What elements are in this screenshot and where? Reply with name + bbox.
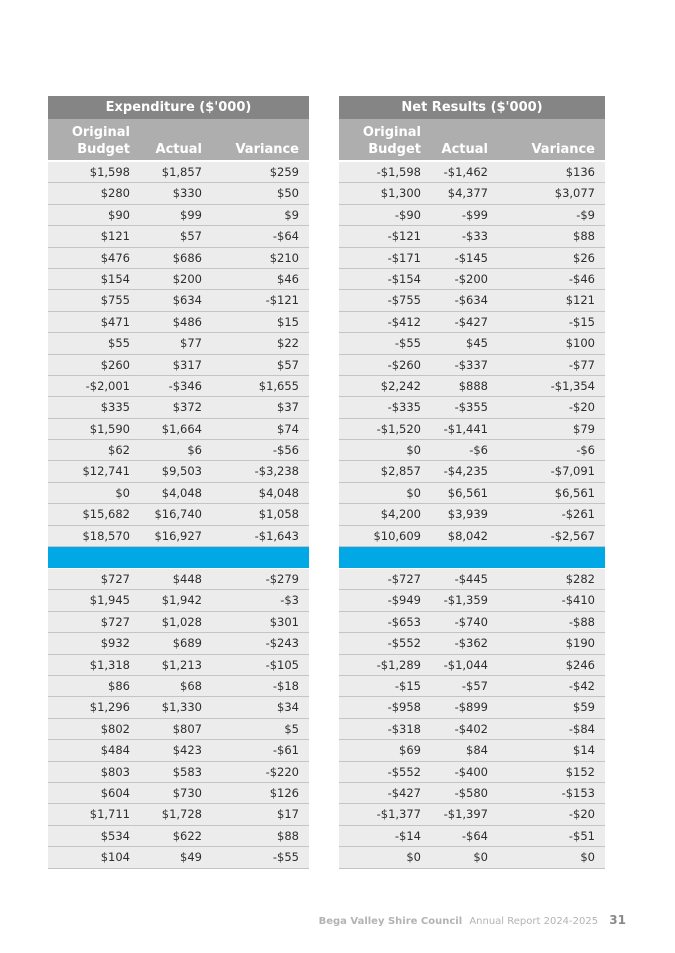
cell-variance: -$42	[568, 678, 595, 693]
cell-actual: -$4,235	[443, 464, 488, 479]
table-row	[339, 226, 605, 247]
cell-variance: -$121	[265, 293, 299, 308]
cell-variance: $4,048	[258, 485, 299, 500]
cell-actual: $4,048	[161, 485, 202, 500]
cell-variance: -$15	[568, 314, 595, 329]
cell-actual: -$145	[454, 250, 488, 265]
cell-actual: $448	[172, 572, 202, 587]
cell-actual: $0	[473, 850, 488, 865]
table-row	[48, 569, 309, 590]
cell-variance: $88	[277, 828, 299, 843]
cell-actual: $16,740	[154, 507, 202, 522]
table-row	[339, 355, 605, 376]
table-row	[48, 783, 309, 804]
cell-variance: -$55	[272, 850, 299, 865]
cell-original-budget: $0	[406, 443, 421, 458]
cell-variance: $136	[565, 165, 595, 179]
cell-original-budget: -$121	[387, 229, 421, 244]
table-row	[48, 504, 309, 525]
cell-variance: -$18	[272, 678, 299, 693]
table-row	[339, 290, 605, 311]
cell-original-budget: $0	[406, 850, 421, 865]
cell-actual: -$1,044	[443, 657, 488, 672]
table-row	[339, 312, 605, 333]
cell-actual: $689	[172, 636, 202, 651]
cell-variance: -$279	[265, 572, 299, 587]
table-row	[48, 719, 309, 740]
cell-variance: $57	[277, 357, 299, 372]
cell-variance: $5	[284, 721, 299, 736]
cell-actual: $16,927	[154, 528, 202, 543]
cell-variance: -$64	[272, 229, 299, 244]
cell-variance: $3,077	[554, 186, 595, 201]
table-row	[48, 205, 309, 226]
net-results-section-2	[339, 569, 605, 868]
cell-actual: $68	[180, 678, 202, 693]
table-row	[339, 655, 605, 676]
cell-actual: $57	[180, 229, 202, 244]
cell-variance: $6,561	[554, 485, 595, 500]
cell-variance: $14	[573, 743, 595, 758]
table-row	[339, 612, 605, 633]
cell-variance: -$153	[561, 785, 595, 800]
cell-original-budget: -$335	[387, 400, 421, 415]
column-header-variance: Variance	[235, 142, 299, 157]
cell-actual: $330	[172, 186, 202, 201]
net-results-table-title: Net Results ($'000)	[339, 96, 605, 119]
table-row	[339, 676, 605, 697]
cell-actual: $200	[172, 271, 202, 286]
cell-variance: $88	[573, 229, 595, 244]
cell-original-budget: -$653	[387, 614, 421, 629]
table-row	[339, 783, 605, 804]
table-row	[48, 162, 309, 183]
header-line-original: Original	[362, 125, 421, 140]
table-row	[48, 290, 309, 311]
cell-original-budget: -$949	[387, 593, 421, 608]
cell-variance: $152	[565, 764, 595, 779]
table-row	[48, 655, 309, 676]
table-row	[48, 612, 309, 633]
cell-actual: $84	[466, 743, 488, 758]
table-row	[339, 461, 605, 482]
cell-original-budget: $803	[100, 764, 130, 779]
cell-original-budget: $4,200	[380, 507, 421, 522]
cell-actual: -$1,441	[443, 421, 488, 436]
net-results-table	[339, 96, 605, 869]
cell-variance: -$56	[272, 443, 299, 458]
cell-variance: -$261	[561, 507, 595, 522]
cell-original-budget: -$154	[387, 271, 421, 286]
table-row	[339, 483, 605, 504]
table-row	[48, 483, 309, 504]
cell-variance: $210	[269, 250, 299, 265]
cell-actual: -$57	[461, 678, 488, 693]
expenditure-table-title: Expenditure ($'000)	[48, 96, 309, 119]
cell-variance: -$3	[280, 593, 299, 608]
table-row	[339, 419, 605, 440]
cell-actual: $486	[172, 314, 202, 329]
cell-variance: -$7,091	[550, 464, 595, 479]
cell-variance: $121	[565, 293, 595, 308]
cell-original-budget: -$2,001	[85, 378, 130, 393]
cell-variance: -$220	[265, 764, 299, 779]
cell-actual: -$200	[454, 271, 488, 286]
cell-variance: $190	[565, 636, 595, 651]
column-header-actual: Actual	[155, 142, 202, 157]
cell-original-budget: $932	[100, 636, 130, 651]
net-results-column-headers	[339, 119, 605, 160]
table-row	[48, 183, 309, 204]
table-row	[48, 676, 309, 697]
cell-actual: -$6	[469, 443, 488, 458]
cell-original-budget: $1,598	[89, 165, 130, 179]
cell-variance: $37	[277, 400, 299, 415]
cell-original-budget: -$552	[387, 764, 421, 779]
cell-original-budget: -$171	[387, 250, 421, 265]
table-row	[339, 333, 605, 354]
cell-original-budget: $55	[108, 336, 130, 351]
cell-actual: -$400	[454, 764, 488, 779]
cell-actual: -$1,359	[443, 593, 488, 608]
cell-original-budget: $10,609	[373, 528, 421, 543]
cell-actual: -$1,462	[443, 165, 488, 179]
cell-actual: $1,664	[161, 421, 202, 436]
cell-variance: $79	[573, 421, 595, 436]
cell-original-budget: -$552	[387, 636, 421, 651]
cell-actual: $423	[172, 743, 202, 758]
column-header-original-budget	[48, 124, 130, 158]
cell-actual: $1,330	[161, 700, 202, 715]
header-line-budget: Budget	[77, 142, 130, 157]
cell-variance: $100	[565, 336, 595, 351]
cell-variance: -$6	[576, 443, 595, 458]
cell-actual: -$402	[454, 721, 488, 736]
table-row	[339, 569, 605, 590]
cell-variance: -$20	[568, 807, 595, 822]
table-row	[339, 397, 605, 418]
table-row	[48, 226, 309, 247]
table-row	[48, 312, 309, 333]
table-row	[339, 847, 605, 868]
cell-actual: -$346	[168, 378, 202, 393]
table-row	[48, 826, 309, 847]
cell-actual: -$899	[454, 700, 488, 715]
table-row	[48, 269, 309, 290]
cell-variance: $15	[277, 314, 299, 329]
cell-actual: -$99	[461, 207, 488, 222]
cell-variance: $17	[277, 807, 299, 822]
cell-original-budget: -$318	[387, 721, 421, 736]
table-row	[48, 847, 309, 868]
cell-actual: $6	[187, 443, 202, 458]
cell-variance: -$51	[568, 828, 595, 843]
cell-actual: $6,561	[447, 485, 488, 500]
cell-actual: -$355	[454, 400, 488, 415]
table-row	[339, 504, 605, 525]
cell-original-budget: $1,300	[380, 186, 421, 201]
cell-original-budget: $0	[115, 485, 130, 500]
table-row	[339, 162, 605, 183]
cell-original-budget: -$1,377	[376, 807, 421, 822]
cell-variance: $259	[269, 165, 299, 179]
cell-original-budget: $802	[100, 721, 130, 736]
table-row	[339, 826, 605, 847]
cell-actual: $9,503	[161, 464, 202, 479]
section-divider-band	[48, 547, 309, 568]
cell-original-budget: -$755	[387, 293, 421, 308]
cell-actual: -$1,397	[443, 807, 488, 822]
cell-actual: -$634	[454, 293, 488, 308]
cell-actual: $317	[172, 357, 202, 372]
cell-variance: -$77	[568, 357, 595, 372]
cell-actual: $3,939	[447, 507, 488, 522]
section-divider-band	[339, 547, 605, 568]
cell-original-budget: $2,242	[380, 378, 421, 393]
cell-actual: $99	[180, 207, 202, 222]
cell-variance: $22	[277, 336, 299, 351]
cell-actual: -$362	[454, 636, 488, 651]
cell-original-budget: -$55	[394, 336, 421, 351]
cell-variance: -$84	[568, 721, 595, 736]
expenditure-section-2	[48, 569, 309, 868]
cell-actual: $622	[172, 828, 202, 843]
cell-variance: $0	[580, 850, 595, 865]
cell-actual: -$740	[454, 614, 488, 629]
cell-original-budget: $12,741	[82, 464, 130, 479]
table-row	[339, 376, 605, 397]
cell-actual: $1,857	[161, 165, 202, 179]
cell-actual: -$427	[454, 314, 488, 329]
cell-original-budget: $534	[100, 828, 130, 843]
cell-variance: $301	[269, 614, 299, 629]
cell-original-budget: $69	[399, 743, 421, 758]
cell-actual: $1,728	[161, 807, 202, 822]
cell-variance: -$105	[265, 657, 299, 672]
cell-original-budget: -$727	[387, 572, 421, 587]
cell-variance: $1,655	[258, 378, 299, 393]
table-row	[339, 804, 605, 825]
cell-original-budget: $1,945	[89, 593, 130, 608]
cell-original-budget: $484	[100, 743, 130, 758]
cell-original-budget: -$1,520	[376, 421, 421, 436]
cell-original-budget: -$1,598	[376, 165, 421, 179]
cell-actual: $686	[172, 250, 202, 265]
expenditure-column-headers	[48, 119, 309, 160]
cell-actual: $8,042	[447, 528, 488, 543]
cell-original-budget: $62	[108, 443, 130, 458]
page-footer	[319, 913, 626, 927]
cell-variance: $9	[284, 207, 299, 222]
page-number: 31	[609, 913, 626, 927]
cell-actual: $372	[172, 400, 202, 415]
column-header-variance: Variance	[531, 142, 595, 157]
column-header-original-budget	[339, 124, 421, 158]
cell-actual: -$33	[461, 229, 488, 244]
cell-actual: $888	[458, 378, 488, 393]
table-row	[339, 762, 605, 783]
cell-original-budget: $335	[100, 400, 130, 415]
cell-variance: -$9	[576, 207, 595, 222]
cell-actual: $4,377	[447, 186, 488, 201]
cell-original-budget: $1,296	[89, 700, 130, 715]
cell-variance: -$2,567	[550, 528, 595, 543]
table-row	[48, 804, 309, 825]
cell-variance: -$1,643	[254, 528, 299, 543]
cell-variance: $46	[277, 271, 299, 286]
table-row	[48, 590, 309, 611]
table-row	[48, 419, 309, 440]
cell-actual: -$337	[454, 357, 488, 372]
cell-original-budget: $18,570	[82, 528, 130, 543]
table-row	[339, 269, 605, 290]
cell-original-budget: $1,318	[89, 657, 130, 672]
cell-variance: -$61	[272, 743, 299, 758]
cell-variance: -$410	[561, 593, 595, 608]
table-row	[48, 697, 309, 718]
cell-actual: -$445	[454, 572, 488, 587]
expenditure-table	[48, 96, 309, 869]
cell-original-budget: $476	[100, 250, 130, 265]
cell-original-budget: -$427	[387, 785, 421, 800]
cell-actual: -$580	[454, 785, 488, 800]
table-row	[48, 376, 309, 397]
cell-actual: $730	[172, 785, 202, 800]
table-row	[48, 740, 309, 761]
cell-variance: $59	[573, 700, 595, 715]
cell-original-budget: -$90	[394, 207, 421, 222]
cell-original-budget: $1,590	[89, 421, 130, 436]
cell-actual: $1,942	[161, 593, 202, 608]
table-row	[48, 762, 309, 783]
expenditure-section-1	[48, 162, 309, 547]
cell-variance: $282	[565, 572, 595, 587]
cell-original-budget: $121	[100, 229, 130, 244]
cell-variance: -$88	[568, 614, 595, 629]
cell-original-budget: -$15	[394, 678, 421, 693]
cell-variance: -$3,238	[254, 464, 299, 479]
cell-variance: -$46	[568, 271, 595, 286]
cell-original-budget: $755	[100, 293, 130, 308]
cell-original-budget: $104	[100, 850, 130, 865]
cell-original-budget: $260	[100, 357, 130, 372]
table-row	[339, 697, 605, 718]
cell-original-budget: $2,857	[380, 464, 421, 479]
cell-actual: $45	[466, 336, 488, 351]
header-line-budget: Budget	[368, 142, 421, 157]
table-row	[48, 397, 309, 418]
table-row	[339, 526, 605, 547]
header-line-original: Original	[71, 125, 130, 140]
cell-variance: $34	[277, 700, 299, 715]
table-row	[339, 248, 605, 269]
cell-variance: $126	[269, 785, 299, 800]
cell-actual: $634	[172, 293, 202, 308]
table-row	[48, 440, 309, 461]
footer-report-title: Annual Report 2024-2025	[469, 916, 599, 927]
cell-variance: $1,058	[258, 507, 299, 522]
cell-variance: -$1,354	[550, 378, 595, 393]
column-header-actual: Actual	[441, 142, 488, 157]
table-row	[48, 333, 309, 354]
table-row	[339, 183, 605, 204]
cell-actual: -$64	[461, 828, 488, 843]
cell-variance: $50	[277, 186, 299, 201]
cell-original-budget: -$958	[387, 700, 421, 715]
cell-original-budget: $90	[108, 207, 130, 222]
cell-original-budget: $0	[406, 485, 421, 500]
cell-original-budget: $1,711	[89, 807, 130, 822]
table-row	[339, 633, 605, 654]
cell-original-budget: $471	[100, 314, 130, 329]
table-row	[339, 205, 605, 226]
net-results-section-1	[339, 162, 605, 547]
cell-actual: $49	[180, 850, 202, 865]
table-row	[48, 355, 309, 376]
table-row	[339, 740, 605, 761]
cell-original-budget: $727	[100, 572, 130, 587]
cell-original-budget: -$412	[387, 314, 421, 329]
cell-actual: $77	[180, 336, 202, 351]
cell-actual: $1,213	[161, 657, 202, 672]
cell-original-budget: -$260	[387, 357, 421, 372]
cell-original-budget: $604	[100, 785, 130, 800]
table-row	[48, 461, 309, 482]
cell-variance: -$243	[265, 636, 299, 651]
cell-actual: $807	[172, 721, 202, 736]
table-row	[48, 633, 309, 654]
cell-original-budget: $280	[100, 186, 130, 201]
cell-variance: $74	[277, 421, 299, 436]
cell-original-budget: -$1,289	[376, 657, 421, 672]
cell-original-budget: $727	[100, 614, 130, 629]
table-row	[339, 719, 605, 740]
cell-variance: $246	[565, 657, 595, 672]
table-row	[48, 248, 309, 269]
table-row	[339, 440, 605, 461]
cell-original-budget: -$14	[394, 828, 421, 843]
cell-original-budget: $86	[108, 678, 130, 693]
footer-organisation: Bega Valley Shire Council	[318, 916, 463, 927]
cell-original-budget: $154	[100, 271, 130, 286]
cell-variance: -$20	[568, 400, 595, 415]
table-row	[48, 526, 309, 547]
table-row	[339, 590, 605, 611]
cell-original-budget: $15,682	[82, 507, 130, 522]
cell-variance: $26	[573, 250, 595, 265]
cell-actual: $583	[172, 764, 202, 779]
cell-actual: $1,028	[161, 614, 202, 629]
